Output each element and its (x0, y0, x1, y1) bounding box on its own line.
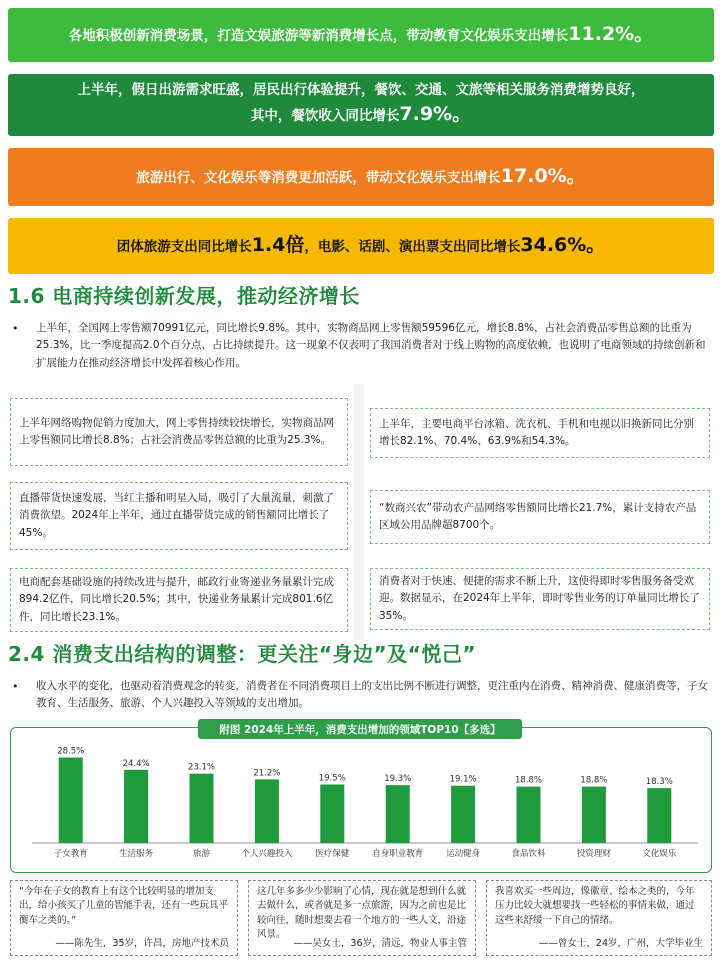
banner-line1: 上半年，假日出游需求旺盛，居民出行体验提升，餐饮、交通、文旅等相关服务消费增势良好， (77, 82, 645, 99)
banner-line2: 其中，餐饮收入同比增长 (250, 108, 400, 124)
bullet-icon: • (12, 322, 19, 335)
bar-value-label: 19.5% (318, 773, 346, 784)
banner-text: 旅游出行、文化娱乐等消费更加活跃，带动文化娱乐支出增长 (136, 170, 501, 187)
divider (354, 384, 364, 640)
bar-value-label: 18.3% (645, 777, 673, 788)
info-card (370, 408, 710, 458)
info-card (10, 568, 348, 632)
x-tick-label: 个人兴趣投入 (241, 849, 293, 859)
banner-part2: ，电影、话剧、演出票支出同比增长 (304, 239, 521, 256)
banner-group-travel (8, 218, 714, 274)
bar-value-label: 28.5% (57, 746, 85, 757)
x-tick-label: 生活服务 (119, 849, 154, 859)
chart-bar (255, 779, 279, 843)
bar-value-label: 23.1% (187, 762, 216, 773)
chart-bar (517, 787, 541, 843)
banner-highlight2: 34.6%。 (520, 234, 606, 257)
chart-bar (320, 785, 344, 844)
card-text: 上半年网络购物促销力度加大，网上零售持续较快增长，实物商品网上零售额同比增长8.8%；占社会消费品零售总额的比重为25.3%。 (19, 416, 334, 446)
paragraph-text: 收入水平的变化，也驱动着消费观念的转变，消费者在不同消费项目上的支出比例不断进行调整，更注重内在消费、精神消费、健康消费等，子女教育、生活服务、旅游、个人兴趣投入等领域的支出增加。 (36, 680, 708, 710)
chart-bar (582, 787, 606, 843)
quote-text: 我喜欢买一些周边，像徽章、绘本之类的，今年压力比较大就想要找一些轻松的事情来做，通过这些来舒缓一下自己的情绪。 (495, 886, 695, 926)
banner-travel-entertainment (8, 148, 714, 206)
banner-text: 各地积极创新消费场景，打造文娱旅游等新消费增长点，带动教育文化娱乐支出增长 (68, 28, 569, 45)
bar-value-label: 24.4% (122, 758, 150, 769)
card-text: “数商兴农”带动农产品网络零售额同比增长21.7%，累计支持农产品区域公用品牌超8700个。 (379, 501, 697, 531)
section-title-ecommerce: 1.6 电商持续创新发展，推动经济增长 (8, 284, 360, 308)
banner-part1: 团体旅游支出同比增长 (116, 239, 252, 256)
x-tick-label: 投资理财 (576, 849, 611, 859)
chart-bar (386, 785, 410, 843)
x-tick-label: 子女教育 (53, 849, 88, 859)
quote-text: “今年在子女的教育上有这个比较明显的增加支出，给小孩买了儿童的智能手表，还有一些玩具平衡车之类的。” (19, 886, 229, 926)
section-title-spending-structure: 2.4 消费支出结构的调整：更关注“身边”及“悦己” (8, 642, 476, 666)
card-text: 电商配套基础设施的持续改进与提升，邮政行业寄递业务量累计完成894.2亿件，同比增长20.5%；其中，快递业务量累计完成801.6亿件，同比增长23.1%。 (19, 576, 334, 623)
quote-author: ——曾女士，24岁，广州，大学毕业生 (538, 937, 703, 949)
bar-value-label: 21.2% (253, 768, 281, 779)
quote-author: ——陈先生，35岁，许昌，房地产技术员 (55, 937, 229, 949)
x-tick-label: 文化娱乐 (642, 849, 677, 859)
chart-bar (59, 758, 83, 844)
card-text: 上半年，主要电商平台冰箱、洗衣机、手机和电视以旧换新同比分别增长82.1%、70.4%、63.9%和54.3%。 (379, 417, 694, 447)
banner-highlight1: 1.4倍 (251, 234, 305, 257)
info-card (10, 482, 348, 550)
info-card (10, 398, 348, 466)
quote-card (10, 880, 238, 956)
section-paragraph-ecommerce (12, 320, 712, 372)
banner-catering (8, 74, 714, 136)
bar-value-label: 18.8% (514, 775, 543, 786)
x-tick-label: 运动健身 (446, 849, 481, 859)
x-tick-label: 医疗保健 (315, 849, 350, 859)
chart-bar (647, 788, 671, 843)
x-tick-label: 自身职业教育 (372, 849, 424, 859)
info-card (370, 490, 710, 544)
paragraph-text: 上半年，全国网上零售额70991亿元，同比增长9.8%。其中，实物商品网上零售额59596亿元，增长8.8%，占社会消费品零售总额的比重为25.3%，比一季度提高2.0个百分点，占比持续提升。这一现象不仅表明了我国消费者对于线上购物的高度依赖，也说明了电商领域的持续创新和扩展能力在推动经济增长中发挥着核心作用。 (36, 322, 706, 369)
bullet-icon: • (12, 680, 19, 693)
bar-value-label: 19.1% (449, 774, 477, 785)
section-paragraph-spending (12, 678, 712, 713)
bar-value-label: 19.3% (384, 774, 412, 785)
chart-bar (124, 770, 148, 843)
x-tick-label: 旅游 (192, 849, 211, 859)
card-text: 直播带货快速发展，当红主播和明星入局，吸引了大量流量，刺激了消费欲望。2024年上半年，通过直播带货完成的销售额同比增长了45%。 (19, 492, 334, 539)
banner-highlight: 11.2%。 (568, 23, 654, 46)
quote-card (248, 880, 476, 956)
chart-bar (190, 774, 214, 843)
banner-highlight: 7.9%。 (399, 103, 472, 125)
bar-value-label: 18.8% (580, 775, 608, 786)
quote-text: 这几年多多少少影响了心情，现在就是想到什么就去做什么，或者就是多一点旅游，因为之前也是比较向往，随时想要去看一个地方的一些人文，沿途风景。 (257, 886, 467, 940)
chart-bar (451, 786, 475, 843)
info-card (370, 568, 710, 630)
banner-highlight: 17.0%。 (500, 165, 586, 188)
card-text: 消费者对于快速、便捷的需求不断上升，这使得即时零售服务备受欢迎。数据显示，在2024年上半年，即时零售业务的订单量同比增长了35%。 (379, 575, 700, 622)
chart-title: 附图 2024年上半年，消费支出增加的领域TOP10【多选】 (198, 719, 522, 739)
x-tick-label: 食品饮料 (511, 849, 546, 859)
banner-education-culture (8, 8, 714, 62)
quote-author: ——吴女士，36岁，清远，物业人事主管 (293, 937, 467, 949)
quote-card (486, 880, 712, 956)
bar-chart (10, 727, 712, 873)
